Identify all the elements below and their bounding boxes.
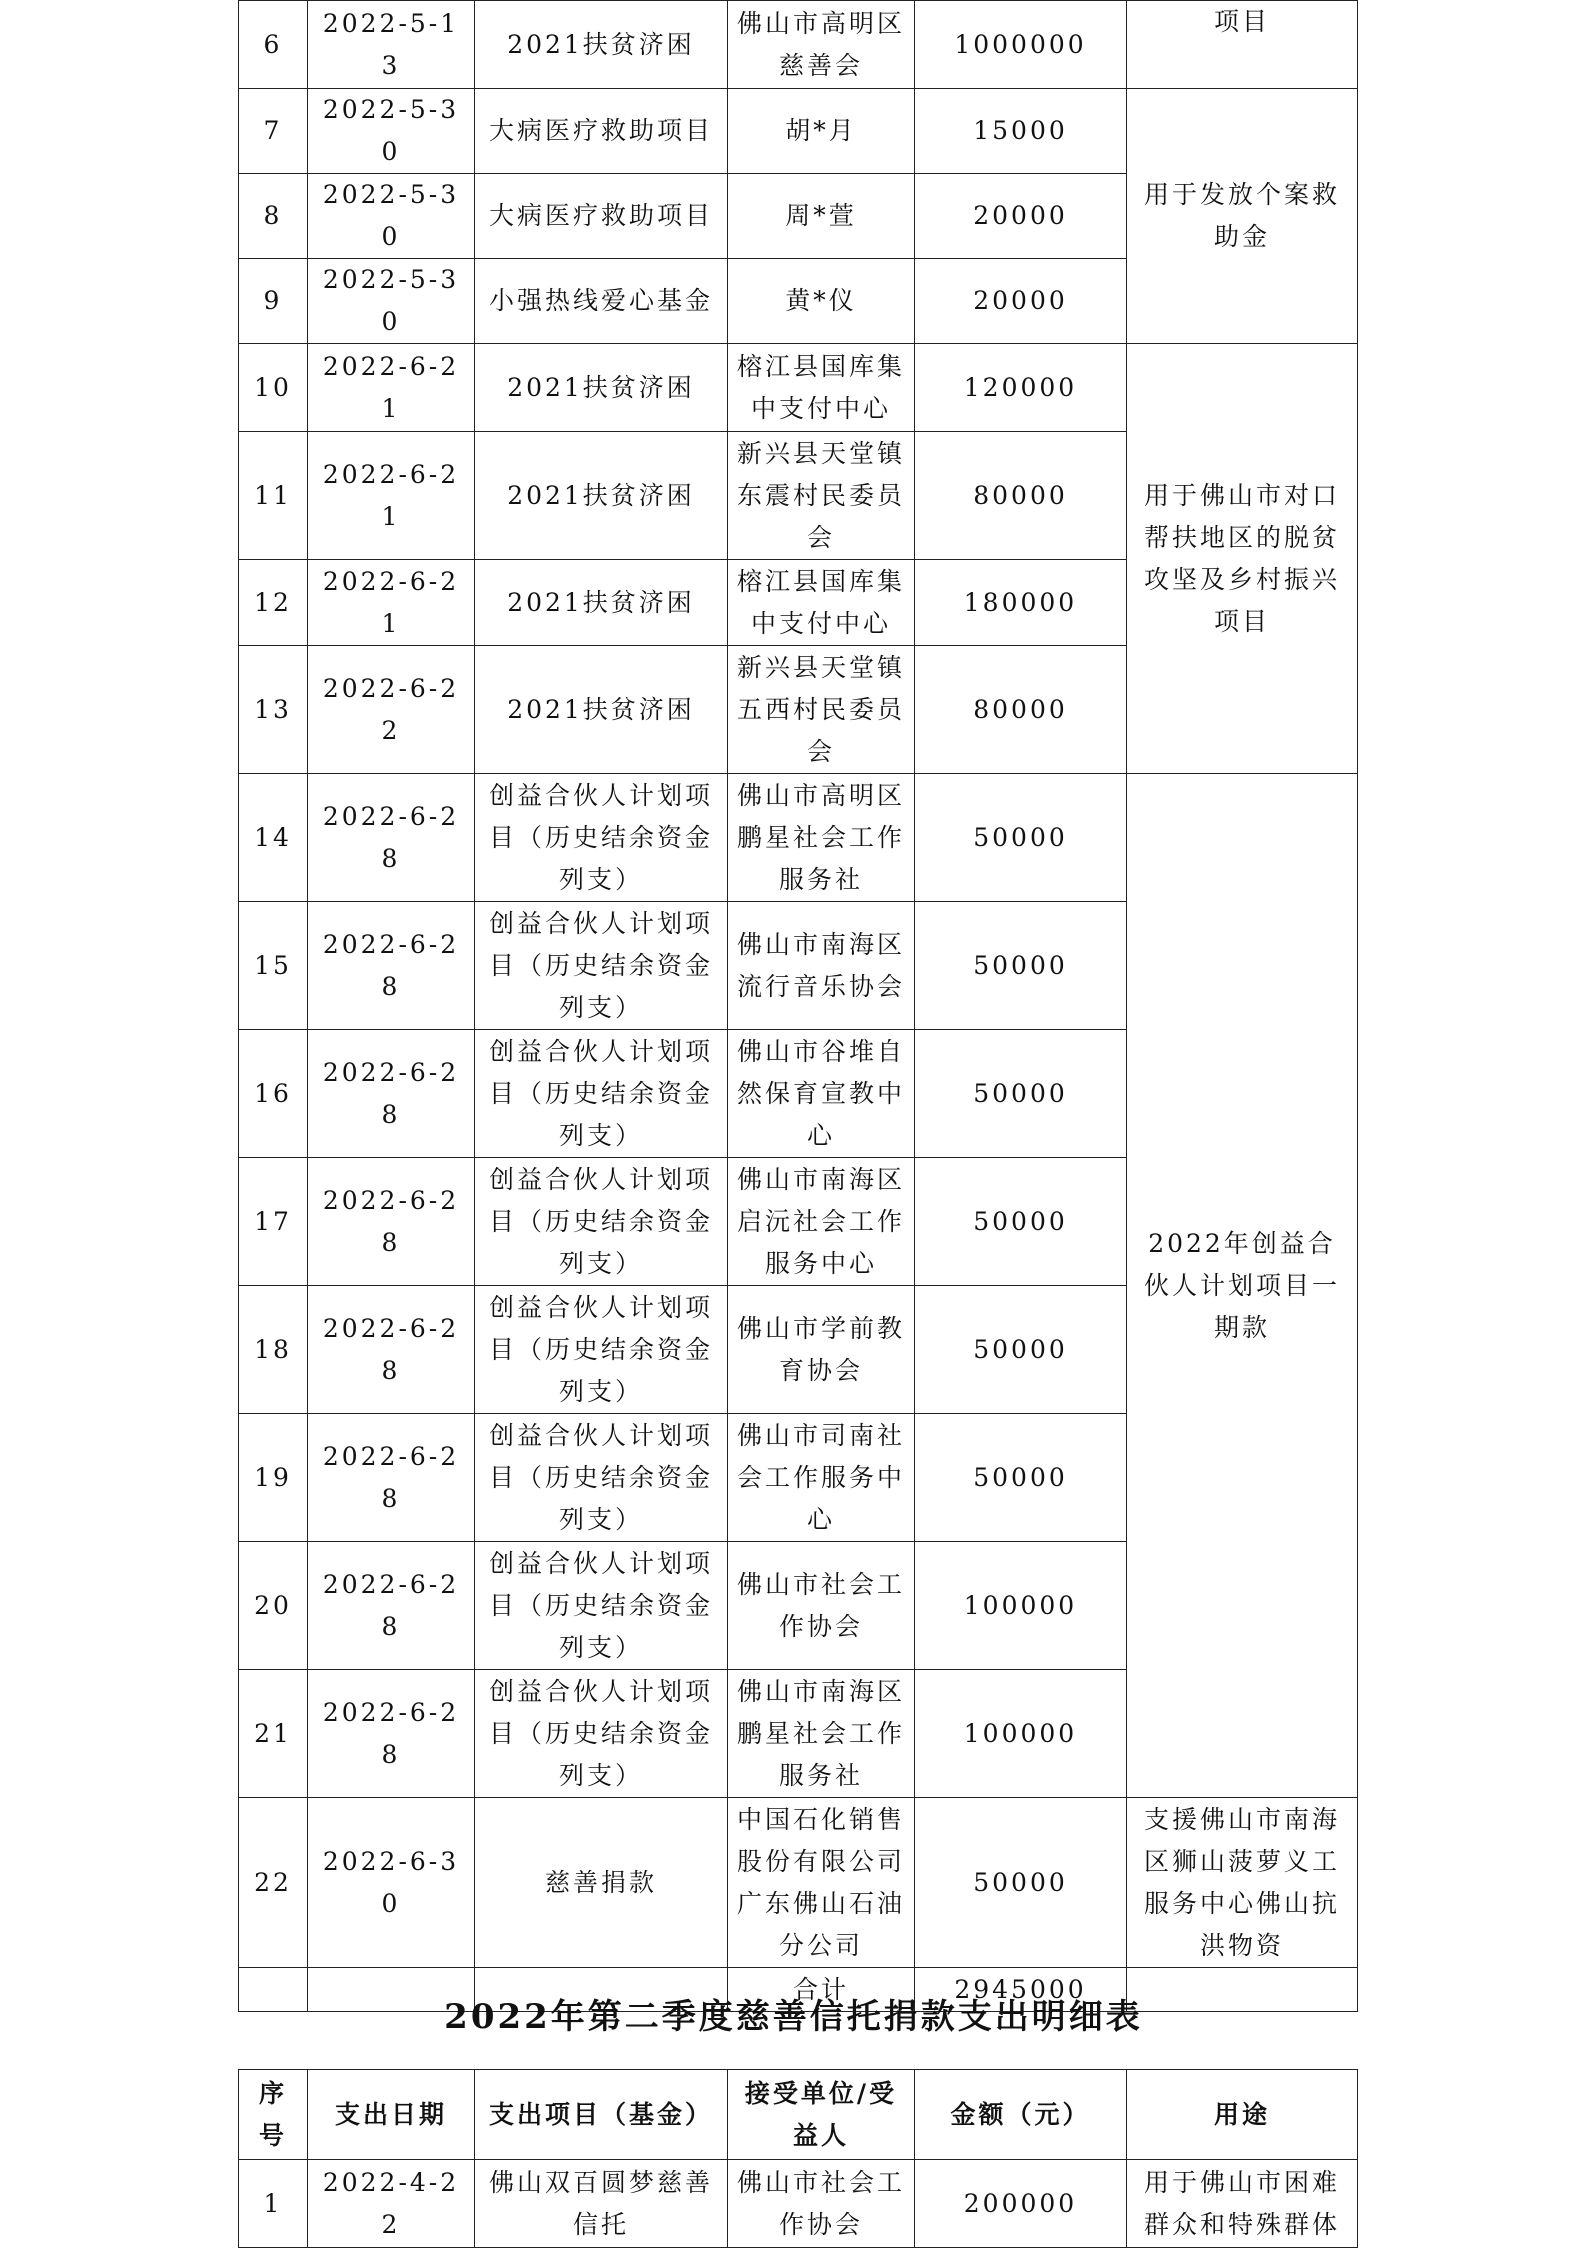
header-purpose: 用途 [1127,2070,1358,2160]
header-no: 序号 [239,2070,308,2160]
purpose-cell: 用于佛山市对口帮扶地区的脱贫攻坚及乡村振兴项目 [1127,344,1358,774]
header-amount: 金额（元） [915,2070,1127,2160]
table-header-row [239,2070,1358,2160]
header-date: 支出日期 [308,2070,475,2160]
table-row: 9 2022-5-30 小强热线爱心基金 黄*仪 20000 [239,259,1358,344]
purpose-cell: 项目 [1127,1,1358,89]
table-row: 18 2022-6-28 创益合伙人计划项目（历史结余资金列支） 佛山市学前教育协会 50000 [239,1286,1358,1414]
table-row: 17 2022-6-28 创益合伙人计划项目（历史结余资金列支） 佛山市南海区启沅社会工作服务中心 50000 [239,1158,1358,1286]
table-row: 7 2022-5-30 大病医疗救助项目 胡*月 15000 用于发放个案救助金 [239,89,1358,174]
total-label: 合计 [728,1968,915,2012]
table-row: 15 2022-6-28 创益合伙人计划项目（历史结余资金列支） 佛山市南海区流行音乐协会 50000 [239,902,1358,1030]
header-recipient: 接受单位/受益人 [728,2070,915,2160]
table-row: 12 2022-6-21 2021扶贫济困 榕江县国库集中支付中心 180000 [239,560,1358,646]
table-row: 16 2022-6-28 创益合伙人计划项目（历史结余资金列支） 佛山市谷堆自然保育宣教中心 50000 [239,1030,1358,1158]
table-row: 10 2022-6-21 2021扶贫济困 榕江县国库集中支付中心 120000 用于佛山市对口帮扶地区的脱贫攻坚及乡村振兴项目 [239,344,1358,432]
expense-table [238,2069,1358,2248]
table-row: 6 2022-5-13 2021扶贫济困 佛山市高明区慈善会 1000000 项目 [239,1,1358,89]
header-project: 支出项目（基金） [475,2070,728,2160]
table-row: 22 2022-6-30 慈善捐款 中国石化销售股份有限公司广东佛山石油分公司 50000 支援佛山市南海区狮山菠萝义工服务中心佛山抗洪物资 [239,1798,1358,1968]
section-title: 2022年第二季度慈善信托捐款支出明细表 [444,1997,1143,2037]
table-row: 8 2022-5-30 大病医疗救助项目 周*萱 20000 [239,174,1358,259]
table-row: 11 2022-6-21 2021扶贫济困 新兴县天堂镇东震村民委员会 80000 [239,432,1358,560]
table-row: 20 2022-6-28 创益合伙人计划项目（历史结余资金列支） 佛山市社会工作协会 100000 [239,1542,1358,1670]
table-row: 21 2022-6-28 创益合伙人计划项目（历史结余资金列支） 佛山市南海区鹏星社会工作服务社 100000 [239,1670,1358,1798]
total-amount: 2945000 [915,1968,1127,2012]
expense-table-continued [238,0,1358,2012]
purpose-cell: 2022年创益合伙人计划项目一期款 [1127,774,1358,1798]
table-row: 14 2022-6-28 创益合伙人计划项目（历史结余资金列支） 佛山市高明区鹏星社会工作服务社 50000 2022年创益合伙人计划项目一期款 [239,774,1358,902]
purpose-cell: 用于发放个案救助金 [1127,89,1358,344]
table-row: 13 2022-6-22 2021扶贫济困 新兴县天堂镇五西村民委员会 80000 [239,646,1358,774]
table-row: 1 2022-4-22 佛山双百圆梦慈善信托 佛山市社会工作协会 200000 用于佛山市困难群众和特殊群体 [239,2160,1358,2248]
table-row: 19 2022-6-28 创益合伙人计划项目（历史结余资金列支） 佛山市司南社会工作服务中心 50000 [239,1414,1358,1542]
purpose-cell: 支援佛山市南海区狮山菠萝义工服务中心佛山抗洪物资 [1127,1798,1358,1968]
